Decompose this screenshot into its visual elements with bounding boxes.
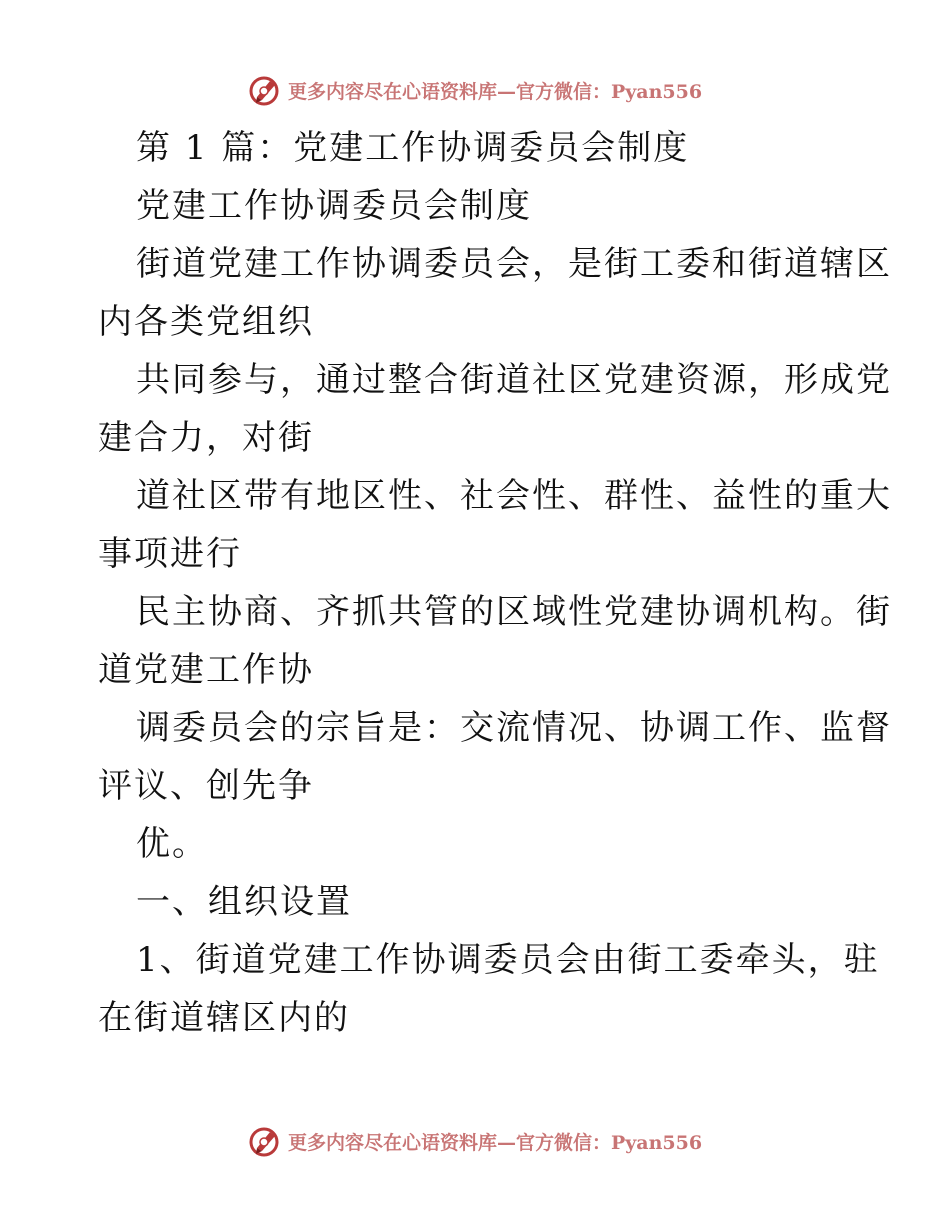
document-heading: 党建工作协调委员会制度: [136, 186, 532, 226]
footer-banner-text: 更多内容尽在心语资料库—官方微信：Pyan556: [287, 1131, 703, 1154]
document-body: [98, 119, 892, 1047]
pen-logo-icon: [248, 1124, 282, 1158]
paragraph-line: 事项进行: [98, 534, 242, 574]
paragraph-line: 内各类党组织: [98, 302, 314, 342]
paragraph-line: 优。: [136, 824, 208, 864]
paragraph-line: 1、街道党建工作协调委员会由街工委牵头，驻: [136, 940, 880, 980]
pen-logo-icon: [248, 73, 282, 107]
header-banner: [0, 70, 950, 110]
paragraph-line: 在街道辖区内的: [98, 998, 350, 1038]
subsection-heading: 一、组织设置: [136, 882, 352, 922]
paragraph-line: 调委员会的宗旨是：交流情况、协调工作、监督: [136, 708, 892, 748]
paragraph-line: 道社区带有地区性、社会性、群性、益性的重大: [136, 476, 892, 516]
paragraph-line: 街道党建工作协调委员会，是街工委和街道辖区: [136, 244, 892, 284]
paragraph-line: 共同参与，通过整合街道社区党建资源，形成党: [136, 360, 892, 400]
paragraph-line: 建合力，对街: [98, 418, 314, 458]
paragraph-line: 评议、创先争: [98, 766, 314, 806]
paragraph-line: 民主协商、齐抓共管的区域性党建协调机构。街: [136, 592, 892, 632]
paragraph-line: 道党建工作协: [98, 650, 314, 690]
header-banner-text: 更多内容尽在心语资料库—官方微信：Pyan556: [287, 80, 703, 103]
section-title: 第 1 篇：党建工作协调委员会制度: [136, 128, 690, 168]
footer-banner: [0, 1121, 950, 1161]
